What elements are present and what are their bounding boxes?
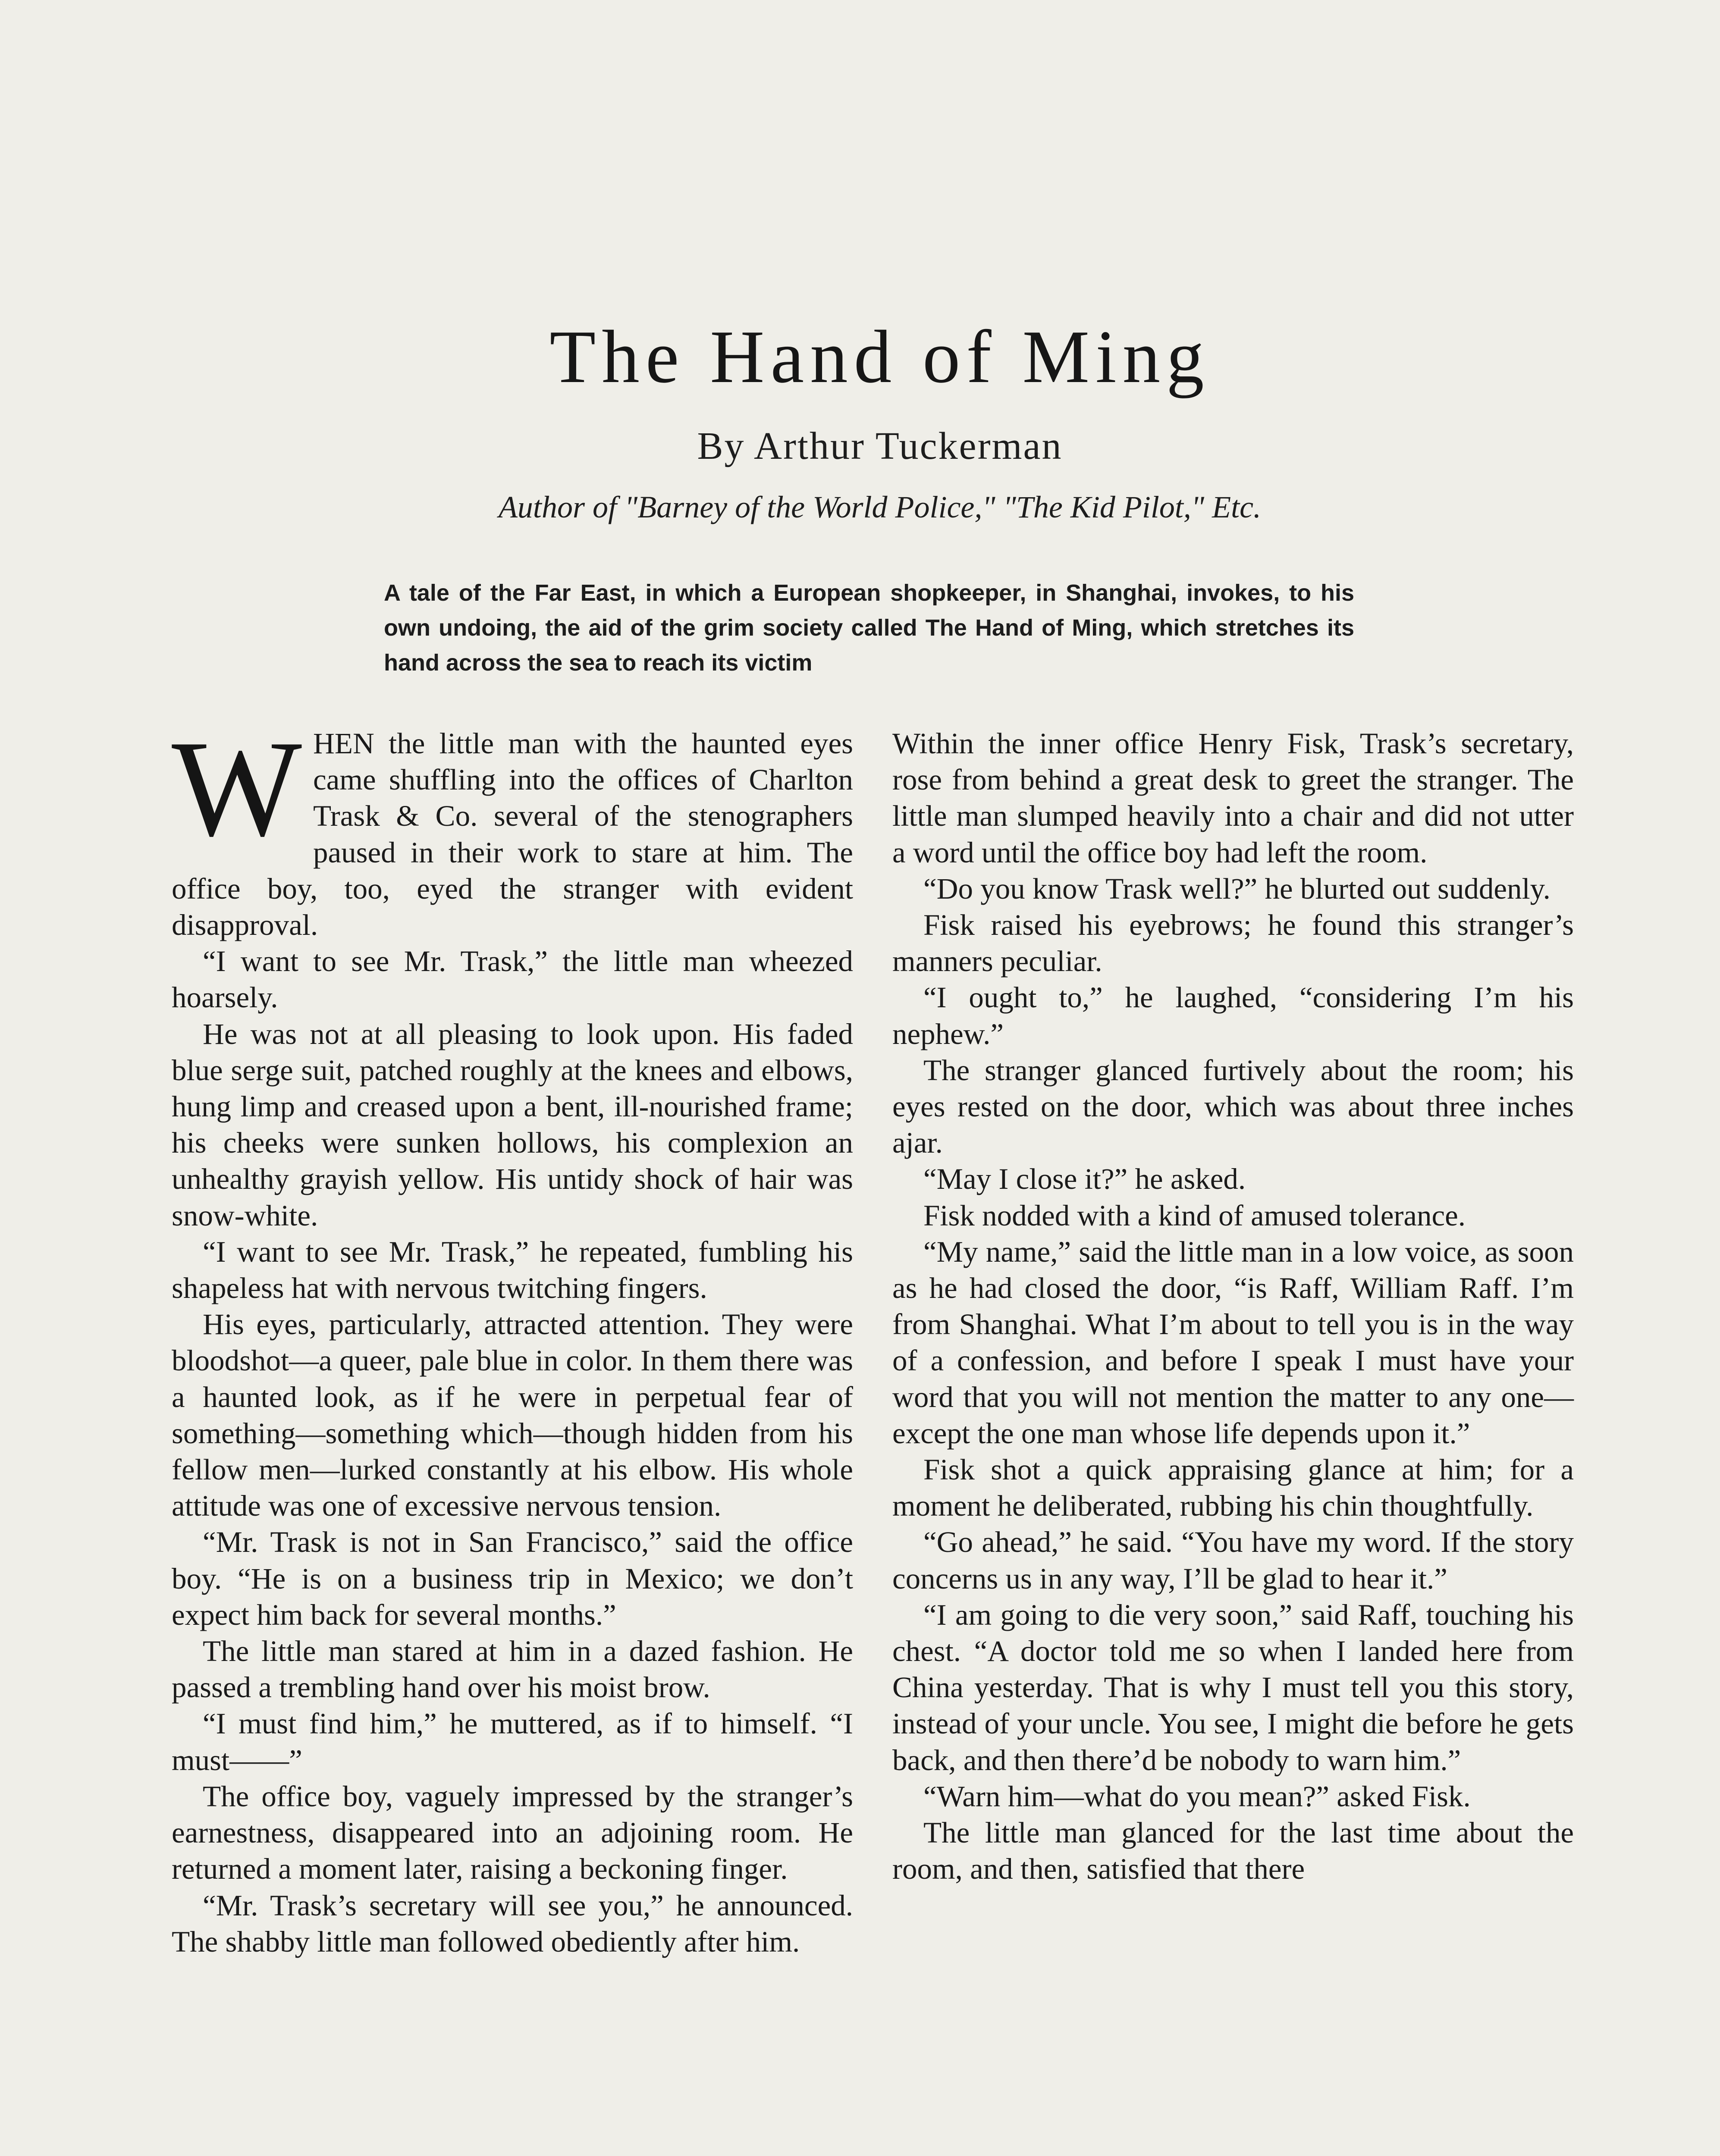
story-paragraph: “I must find him,” he muttered, as if to himself. “I must——” [172, 1707, 853, 1777]
story-paragraph: Fisk raised his eyebrows; he found this stranger’s manners peculiar. [892, 909, 1574, 978]
opening-text: HEN the little man with the haunted eyes came shuffling into the offices of Charlton Trask & Co. several of the stenographers paused in their work to stare at him. The office boy, too, eyed the stranger with evident disapproval. [172, 727, 853, 942]
story-paragraph: “My name,” said the little man in a low voice, as soon as he had closed the door, “is Raff, William Raff. I’m from Shanghai. What I’m about to tell you is in the way of a confession, and before I speak I must have your word that you will not mention the matter to any one—except the one man whose life depends upon it.” [892, 1235, 1574, 1450]
story-paragraph: “Go ahead,” he said. “You have my word. If the story concerns us in any way, I’ll be glad to hear it.” [892, 1526, 1574, 1595]
story-paragraph: The office boy, vaguely impressed by the stranger’s earnestness, disappeared into an adjoining room. He returned a moment later, raising a beckoning finger. [172, 1780, 853, 1886]
story-paragraph: “I ought to,” he laughed, “considering I’m his nephew.” [892, 981, 1574, 1050]
story-paragraph: “I want to see Mr. Trask,” the little man wheezed hoarsely. [172, 945, 853, 1014]
story-paragraph: “I want to see Mr. Trask,” he repeated, fumbling his shapeless hat with nervous twitching fingers. [172, 1235, 853, 1305]
story-paragraph: He was not at all pleasing to look upon. His faded blue serge suit, patched roughly at the knees and elbows, hung limp and creased upon a bent, ill-nourished frame; his cheeks were sunken hollows, his complexion an unhealthy grayish yellow. His untidy shock of hair was snow-white. [172, 1017, 853, 1232]
story-title: The Hand of Ming [549, 315, 1210, 398]
story-paragraph: Fisk nodded with a kind of amused tolerance. [923, 1199, 1466, 1232]
story-paragraph: “Do you know Trask well?” he blurted out suddenly. [923, 872, 1551, 905]
story-teaser: A tale of the Far East, in which a European shopkeeper, in Shanghai, invokes, to his own undoing, the aid of the grim society called The Hand of Ming, which stretches its hand across the sea to reach its victim [384, 580, 1354, 676]
story-paragraph: The little man stared at him in a dazed fashion. He passed a trembling hand over his moist brow. [172, 1635, 853, 1704]
right-text-column [892, 725, 1574, 1887]
story-paragraph: “I am going to die very soon,” said Raff, touching his chest. “A doctor told me so when I landed here from China yesterday. That is why I must tell you this story, instead of your uncle. You see, I might die before he gets back, and then there’d be nobody to warn him.” [892, 1598, 1574, 1777]
story-paragraph: The stranger glanced furtively about the room; his eyes rested on the door, which was about three inches ajar. [892, 1053, 1574, 1159]
author-credits: Author of "Barney of the World Police," "The Kid Pilot," Etc. [498, 490, 1262, 524]
story-paragraph: “May I close it?” he asked. [923, 1163, 1246, 1196]
drop-cap: W [172, 712, 302, 865]
story-paragraph: “Mr. Trask’s secretary will see you,” he announced. The shabby little man followed obediently after him. [172, 1889, 853, 1958]
story-paragraph: “Mr. Trask is not in San Francisco,” said the office boy. “He is on a business trip in Mexico; we don’t expect him back for several months.” [172, 1526, 853, 1631]
story-paragraph: Within the inner office Henry Fisk, Trask’s secretary, rose from behind a great desk to greet the stranger. The little man slumped heavily into a chair and did not utter a word until the office boy had left the room. [892, 727, 1574, 869]
opening-paragraph [172, 712, 853, 943]
left-text-column [172, 712, 853, 1960]
story-paragraph: The little man glanced for the last time about the room, and then, satisfied that there [892, 1816, 1574, 1886]
story-paragraph: “Warn him—what do you mean?” asked Fisk. [923, 1780, 1471, 1813]
author-byline: By Arthur Tuckerman [697, 425, 1063, 467]
story-paragraph: His eyes, particularly, attracted attention. They were bloodshot—a queer, pale blue in color. In them there was a haunted look, as if he were in perpetual fear of something—something which—though hidden from his fellow men—lurked constantly at his elbow. His whole attitude was one of excessive nervous tension. [172, 1308, 853, 1523]
story-paragraph: Fisk shot a quick appraising glance at him; for a moment he deliberated, rubbing his chin thoughtfully. [892, 1453, 1574, 1523]
